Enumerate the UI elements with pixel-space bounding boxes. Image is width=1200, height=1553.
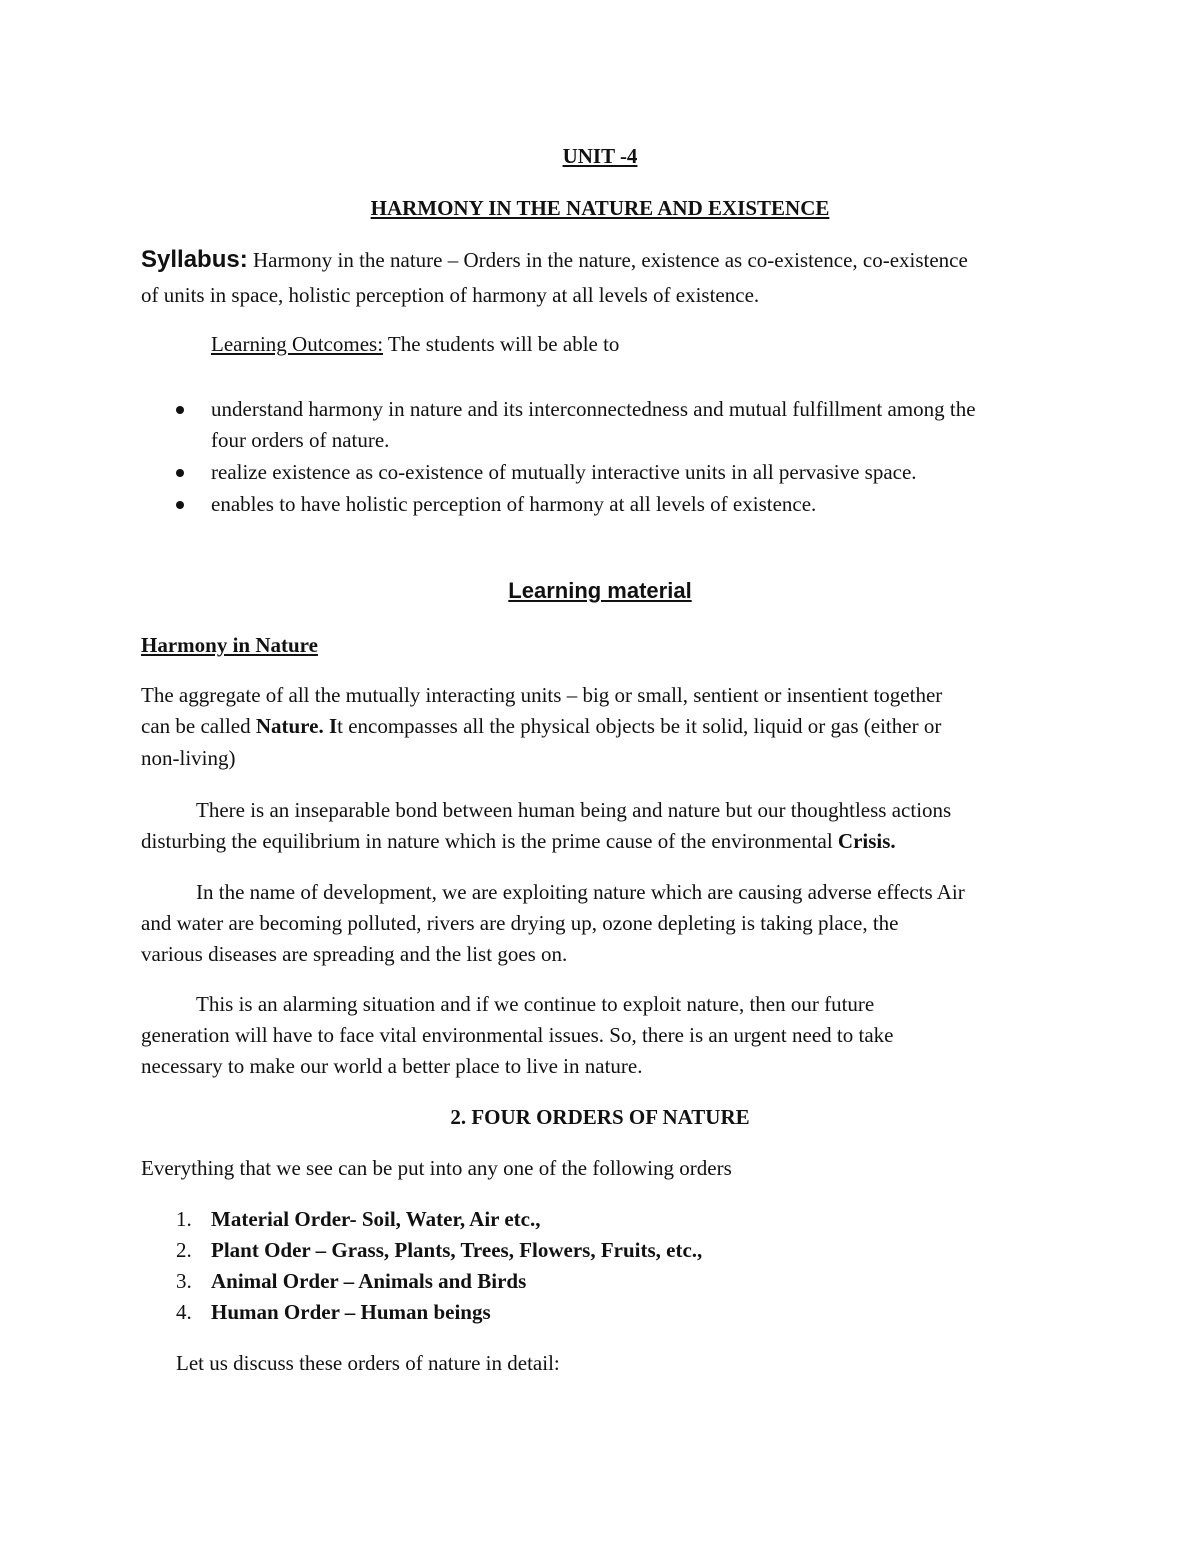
syllabus-label: Syllabus: (141, 246, 248, 273)
outcome-2: realize existence as co-existence of mutually interactive units in all pervasive space. (211, 460, 917, 484)
outcome-1-line-1: understand harmony in nature and its interconnectedness and mutual fulfillment among the (211, 397, 976, 421)
learning-material-heading: Learning material (508, 578, 692, 603)
order-item-material: Material Order- Soil, Water, Air etc., (211, 1207, 541, 1231)
crisis-term: Crisis. (837, 829, 896, 853)
harmony-in-nature-heading: Harmony in Nature (141, 633, 318, 657)
order-number: 2. (176, 1238, 192, 1262)
learning-outcomes-label: Learning Outcomes: (211, 332, 384, 356)
bullet-icon (176, 406, 184, 414)
para2-line-2 (141, 828, 896, 854)
main-title: HARMONY IN THE NATURE AND EXISTENCE (370, 196, 830, 220)
para1-line-2-b: t encompasses all the physical objects be it solid, liquid or gas (either or (337, 714, 942, 738)
para4-line-3: necessary to make our world a better place to live in nature. (141, 1054, 643, 1078)
order-item-animal: Animal Order – Animals and Birds (211, 1269, 527, 1293)
para4-line-2: generation will have to face vital environmental issues. So, there is an urgent need to take (141, 1023, 894, 1047)
para3-line-2: and water are becoming polluted, rivers are drying up, ozone depleting is taking place, the (141, 911, 899, 935)
para3-line-3: various diseases are spreading and the list goes on. (141, 942, 568, 966)
syllabus-text-1: Harmony in the nature – Orders in the nature, existence as co-existence, co-existence (247, 248, 968, 272)
outcome-1-line-2: four orders of nature. (211, 428, 390, 452)
order-number: 1. (176, 1207, 192, 1231)
bullet-icon (176, 501, 184, 509)
order-number: 3. (176, 1269, 192, 1293)
orders-intro: Everything that we see can be put into any one of the following orders (141, 1156, 732, 1180)
para1-line-2 (141, 713, 941, 739)
order-number: 4. (176, 1300, 192, 1324)
para2-line-1: There is an inseparable bond between human being and nature but our thoughtless actions (196, 798, 952, 822)
nature-term: Nature. I (255, 714, 338, 738)
para4-line-1: This is an alarming situation and if we continue to exploit nature, then our future (196, 992, 875, 1016)
four-orders-heading: 2. FOUR ORDERS OF NATURE (450, 1105, 750, 1129)
para1-line-3: non-living) (141, 746, 236, 770)
syllabus-line-1 (141, 247, 968, 273)
closing-line: Let us discuss these orders of nature in detail: (176, 1351, 560, 1375)
para1-line-2-a: can be called (141, 714, 256, 738)
para3-line-1: In the name of development, we are exploiting nature which are causing adverse effects Air (196, 880, 965, 904)
outcome-3: enables to have holistic perception of harmony at all levels of existence. (211, 492, 817, 516)
learning-outcomes-text: The students will be able to (383, 332, 620, 356)
para2-line-2-a: disturbing the equilibrium in nature which is the prime cause of the environmental (141, 829, 838, 853)
learning-outcomes-intro (211, 331, 619, 357)
para1-line-1: The aggregate of all the mutually interacting units – big or small, sentient or insentient together (141, 683, 943, 707)
unit-title: UNIT -4 (562, 144, 638, 168)
order-item-human: Human Order – Human beings (211, 1300, 491, 1324)
order-item-plant: Plant Oder – Grass, Plants, Trees, Flowers, Fruits, etc., (211, 1238, 703, 1262)
syllabus-line-2: of units in space, holistic perception of harmony at all levels of existence. (141, 283, 760, 307)
bullet-icon (176, 469, 184, 477)
